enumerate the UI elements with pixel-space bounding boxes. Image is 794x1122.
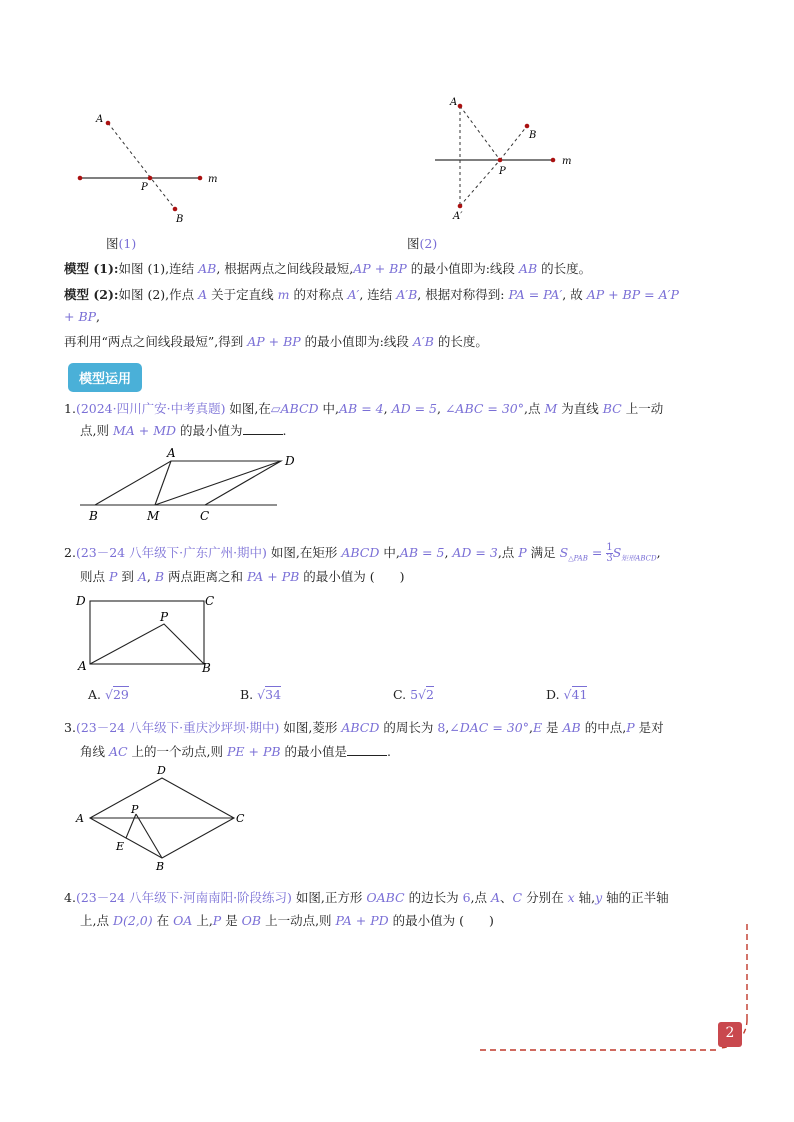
fig1-label-b: B [176, 214, 184, 225]
model-2-text: 模型 (2):如图 (2),作点 A 关于定直线 m 的对称点 A′, 连结 A′B, 根据对称得到: PA = PA′, 故 AP + BP = A′P [64, 287, 679, 302]
fig2-label-b: B [529, 130, 537, 141]
q2-fig-label-c: C [205, 594, 215, 608]
question-1-line-2: 点,则 MA + MD 的最小值为 . [80, 420, 287, 442]
q3-fig-label-b: B [156, 860, 165, 873]
q2-fig-label-d: D [76, 594, 86, 608]
question-2-line-2: 则点 P 到 A, B 两点距离之和 PA + PB 的最小值为 ( ) [80, 569, 405, 584]
question-1-figure [75, 445, 310, 527]
fig2-label-p: P [499, 166, 506, 177]
fig2-caption: 图(2) [407, 236, 438, 251]
question-4-line-2: 上,点 D(2,0) 在 OA 上,P 是 OB 上一动点,则 PA + PD 的最小值为 ( ) [80, 913, 494, 928]
model-2-line-2: + BP, [64, 309, 101, 324]
q2-option-c[interactable]: C. 5√2 [393, 687, 434, 702]
question-4-line-1: 4.(23－24 八年级下·河南南阳·阶段练习) 如图,正方形 OABC 的边长为 6,点 A、C 分别在 x 轴,y 轴的正半轴 [64, 890, 669, 905]
q3-fig-label-e: E [116, 840, 125, 853]
q2-fig-label-p: P [160, 610, 169, 624]
fig1-caption: 图(1) [106, 236, 137, 251]
question-3-figure [72, 762, 252, 874]
question-2-line-1: 2.(23－24 八年级下·广东广州·期中) 如图,在矩形 ABCD 中,AB = 5, AD = 3,点 P 满足 $S_{\triangle PAB}$ = $\frac{1}{3}$ $S_{矩形ABCD}$, [64, 542, 661, 564]
answer-blank[interactable] [243, 420, 283, 435]
model-2-line-3: 再利用“两点之间线段最短”,得到 AP + BP 的最小值即为:线段 A′B 的长度。 [64, 334, 488, 349]
q1-fig-label-a: A [167, 446, 176, 460]
fig1-label-a: A [96, 114, 104, 125]
fig1-label-p: P [141, 182, 148, 193]
q1-fig-label-b: B [89, 509, 98, 523]
q2-option-d[interactable]: D. √41 [546, 687, 588, 702]
model-1-text: 模型 (1):如图 (1),连结 AB, 根据两点之间线段最短,AP + BP 的最小值即为:线段 AB 的长度。 [64, 261, 592, 276]
section-badge: 模型运用 [68, 363, 142, 392]
q1-fig-label-c: C [200, 509, 210, 523]
figure-2 [425, 92, 585, 227]
fig2-label-m: m [562, 156, 572, 167]
question-3-line-2: 角线 AC 上的一个动点,则 PE + PB 的最小值是 . [80, 741, 391, 763]
figure-1 [70, 105, 230, 230]
question-3-line-1: 3.(23－24 八年级下·重庆沙坪坝·期中) 如图,菱形 ABCD 的周长为 8,∠DAC = 30°,E 是 AB 的中点,P 是对 [64, 720, 664, 735]
q3-fig-label-p: P [131, 803, 139, 816]
q3-fig-label-d: D [157, 764, 166, 777]
fig1-label-m: m [208, 174, 218, 185]
answer-blank[interactable] [347, 741, 387, 756]
q2-option-a[interactable]: A. √29 [88, 687, 129, 702]
q3-fig-label-a: A [76, 812, 84, 825]
q2-fig-label-b: B [202, 661, 211, 675]
fig2-label-a-prime: A′ [453, 211, 463, 222]
q1-fig-label-m: M [147, 509, 160, 523]
q2-fig-label-a: A [78, 659, 87, 673]
fig2-label-a: A [450, 97, 458, 108]
page-corner-frame [475, 922, 755, 1057]
q1-fig-label-d: D [285, 454, 295, 468]
question-1-line-1: 1.(2024·四川广安·中考真题) 如图,在▱ABCD 中,AB = 4, AD = 5, ∠ABC = 30°,点 M 为直线 BC 上一动 [64, 401, 664, 416]
q3-fig-label-c: C [236, 812, 245, 825]
q2-option-b[interactable]: B. √34 [240, 687, 282, 702]
page-number: 2 [725, 1025, 735, 1041]
question-2-figure [72, 590, 222, 678]
